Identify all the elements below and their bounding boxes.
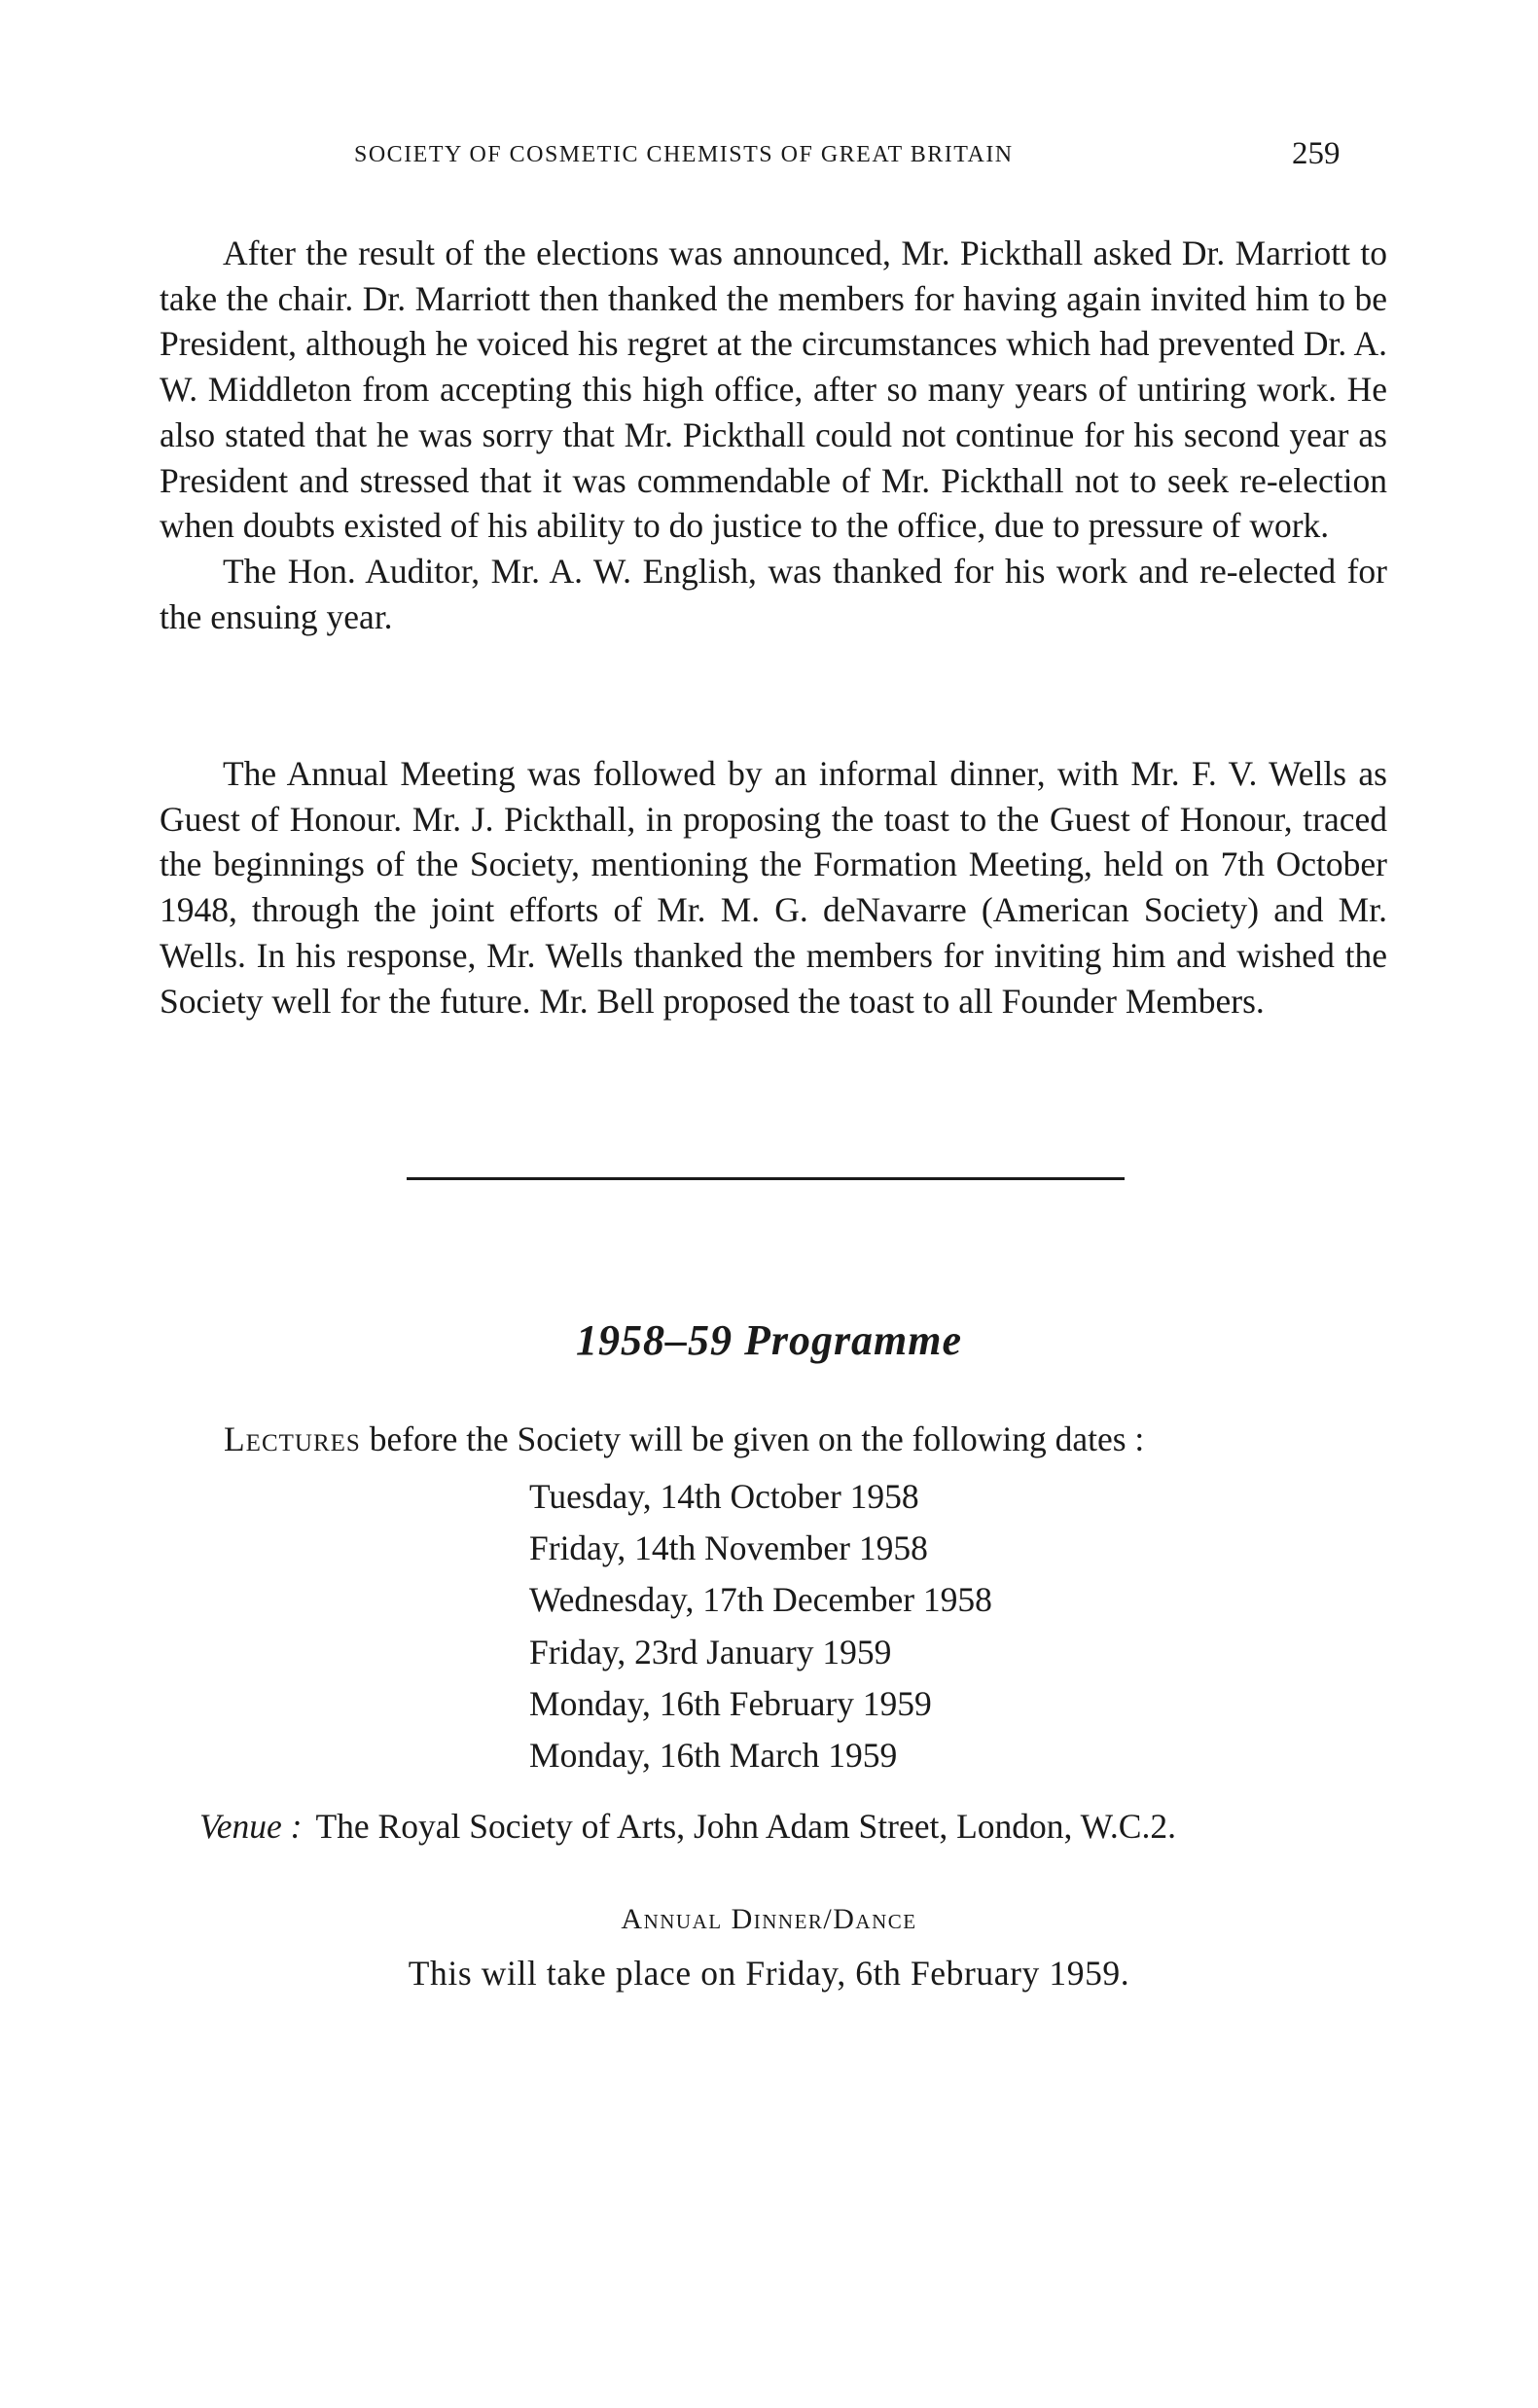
- venue-label: Venue :: [199, 1807, 303, 1846]
- lecture-date: Monday, 16th March 1959: [529, 1736, 898, 1776]
- lecture-date: Tuesday, 14th October 1958: [529, 1477, 919, 1516]
- auditor-paragraph: The Hon. Auditor, Mr. A. W. English, was thanked for his work and re-elected for the ensuing year.: [160, 551, 1387, 636]
- lecture-date: Friday, 23rd January 1959: [529, 1632, 892, 1671]
- venue-line: [199, 1806, 1176, 1847]
- lecture-date: Wednesday, 17th December 1958: [529, 1580, 992, 1620]
- dinner-dance-heading: Annual Dinner/Dance: [621, 1903, 917, 1935]
- running-head: SOCIETY OF COSMETIC CHEMISTS OF GREAT BRITAIN: [354, 142, 1014, 167]
- elections-paragraph: After the result of the elections was announced, Mr. Pickthall asked Dr. Marriott to take the chair. Dr. Marriott then thanked the members for having again invited him to be President, although he voiced his regret at the circumstances which had prevented Dr. A. W. Middleton from accepting this high office, after so many years of untiring work. He also stated that he was sorry that Mr. Pickthall could not continue for his second year as President and stressed that it was commendable of Mr. Pickthall not to seek re-election when doubts existed of his ability to do justice to the office, due to pressure of work.: [160, 234, 1387, 546]
- lectures-text: before the Society will be given on the following dates :: [369, 1420, 1145, 1458]
- lecture-dates-list: [529, 1471, 992, 1781]
- programme-title: 1958–59 Programme: [575, 1316, 963, 1364]
- section-divider: [407, 1177, 1125, 1180]
- venue-text: The Royal Society of Arts, John Adam Street, London, W.C.2.: [315, 1807, 1176, 1846]
- page-number: 259: [1292, 136, 1341, 171]
- dinner-report-section: [160, 751, 1387, 1024]
- dinner-dance-text: This will take place on Friday, 6th February 1959.: [408, 1954, 1130, 1993]
- lectures-label: Lectures: [224, 1420, 361, 1458]
- lectures-intro: [224, 1419, 1144, 1459]
- meeting-report-section: [160, 231, 1387, 639]
- lecture-date: Monday, 16th February 1959: [529, 1683, 932, 1723]
- informal-dinner-paragraph: The Annual Meeting was followed by an informal dinner, with Mr. F. V. Wells as Guest of Honour. Mr. J. Pickthall, in proposing the toast to the Guest of Honour, traced the beginnings of the Society, mentioning the Formation Meeting, held on 7th October 1948, through the joint efforts of Mr. M. G. deNavarre (American Society) and Mr. Wells. In his response, Mr. Wells thanked the members for inviting him and wished the Society well for the future. Mr. Bell proposed the toast to all Founder Members.: [160, 754, 1387, 1021]
- lecture-date: Friday, 14th November 1958: [529, 1528, 928, 1568]
